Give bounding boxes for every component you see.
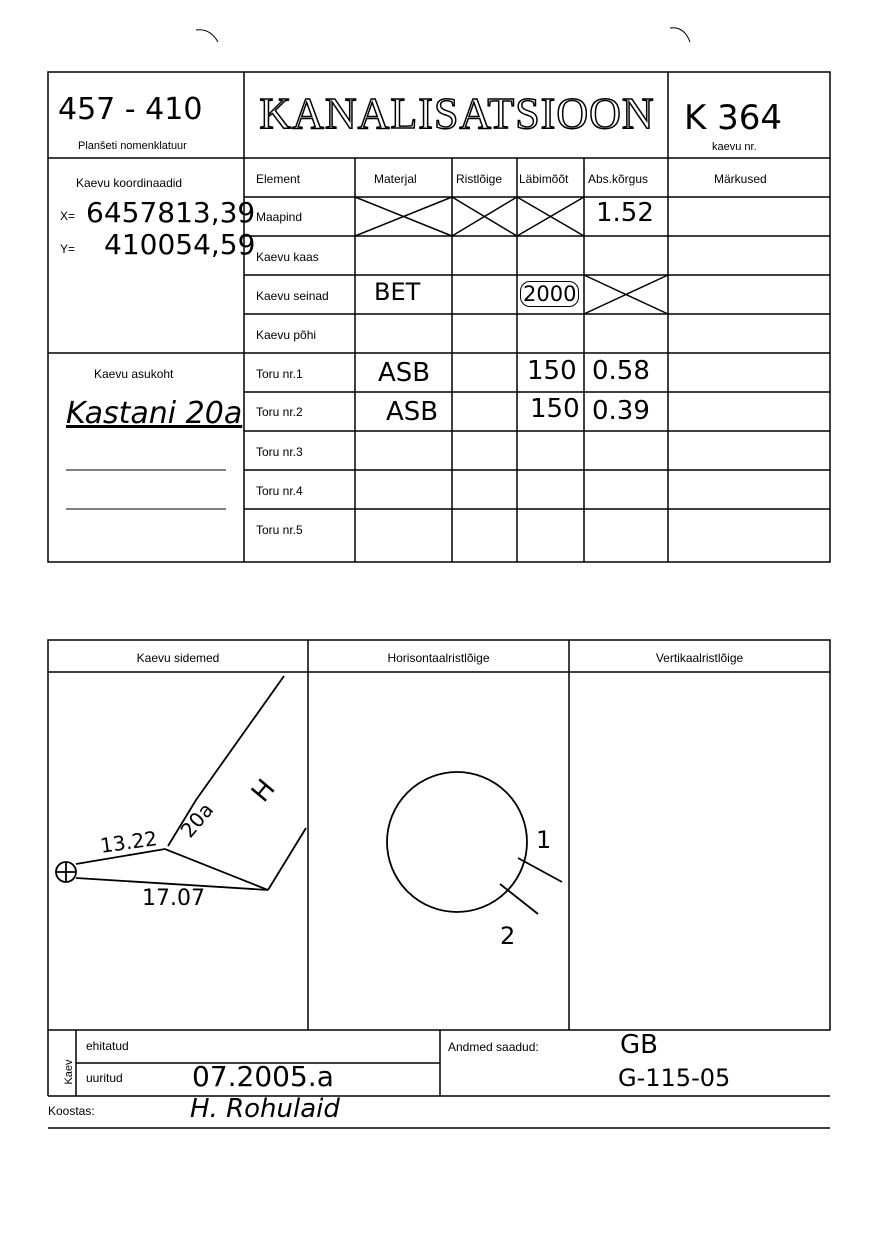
col-materjal: Materjal (374, 172, 417, 186)
col-labimoot: Läbimõõt (519, 172, 569, 186)
seinad-labimoot-value: 2000 (520, 281, 579, 307)
location-label: Kaevu asukoht (94, 367, 174, 381)
sketch-links-header: Kaevu sidemed (136, 651, 220, 665)
well-number-value: K 364 (684, 98, 782, 138)
measured-label: uuritud (86, 1071, 123, 1085)
sketch-horizontal-header: Horisontaalristlõige (387, 651, 490, 665)
distance-1-label: 13.22 (98, 826, 159, 858)
toru1-abs-value: 0.58 (592, 356, 650, 386)
sketch-vertical-header: Vertikaalristlõige (655, 651, 744, 665)
row-label: Toru nr.4 (256, 484, 303, 498)
form-title: KANALISATSIOON (259, 89, 655, 138)
house-mark: H (246, 773, 282, 809)
row-label: Kaevu põhi (256, 328, 317, 342)
well-number-label: kaevu nr. (712, 141, 757, 153)
author-label: Koostas: (48, 1104, 95, 1118)
col-ristloige: Ristlõige (456, 172, 503, 186)
row-label: Kaevu kaas (256, 250, 319, 264)
toru1-materjal-value: ASB (378, 358, 431, 388)
data-source-value-1: GB (620, 1030, 658, 1060)
built-label: ehitatud (86, 1039, 129, 1053)
coordinates-label: Kaevu koordinaadid (76, 176, 183, 190)
y-coordinate-value: 410054,59 (104, 228, 256, 261)
pipe-2-label: 2 (500, 922, 516, 950)
x-coordinate-value: 6457813,39 (86, 196, 256, 229)
distance-2-label: 17.07 (142, 886, 205, 911)
col-abs-korgus: Abs.kõrgus (588, 172, 649, 186)
toru1-labimoot-value: 150 (527, 356, 577, 386)
toru2-abs-value: 0.39 (592, 396, 650, 426)
row-label: Toru nr.5 (256, 523, 303, 537)
row-label: Toru nr.3 (256, 445, 303, 459)
data-source-value-2: G-115-05 (618, 1064, 731, 1092)
y-prefix: Y= (60, 242, 76, 256)
row-label: Kaevu seinad (256, 289, 329, 303)
author-value: H. Rohulaid (190, 1094, 340, 1124)
col-element: Element (256, 172, 301, 186)
house-number-label: 20a (175, 797, 219, 843)
row-label: Toru nr.1 (256, 367, 303, 381)
measured-value: 07.2005.a (192, 1060, 334, 1093)
toru2-labimoot-value: 150 (530, 394, 580, 424)
data-source-label: Andmed saadud: (448, 1040, 539, 1054)
seinad-materjal-value: BET (374, 278, 421, 306)
nomenclature-label: Planšeti nomenklatuur (78, 140, 187, 152)
pipe-1-label: 1 (536, 826, 552, 854)
footer-side-label: Kaev (63, 1059, 75, 1085)
nomenclature-value: 457 - 410 (58, 92, 203, 127)
toru2-materjal-value: ASB (386, 397, 439, 427)
row-label: Toru nr.2 (256, 405, 303, 419)
row-label: Maapind (256, 210, 303, 224)
maapind-abs-value: 1.52 (596, 198, 654, 228)
x-prefix: X= (60, 209, 76, 223)
location-value: Kastani 20a (66, 396, 243, 431)
col-markused: Märkused (714, 172, 767, 186)
